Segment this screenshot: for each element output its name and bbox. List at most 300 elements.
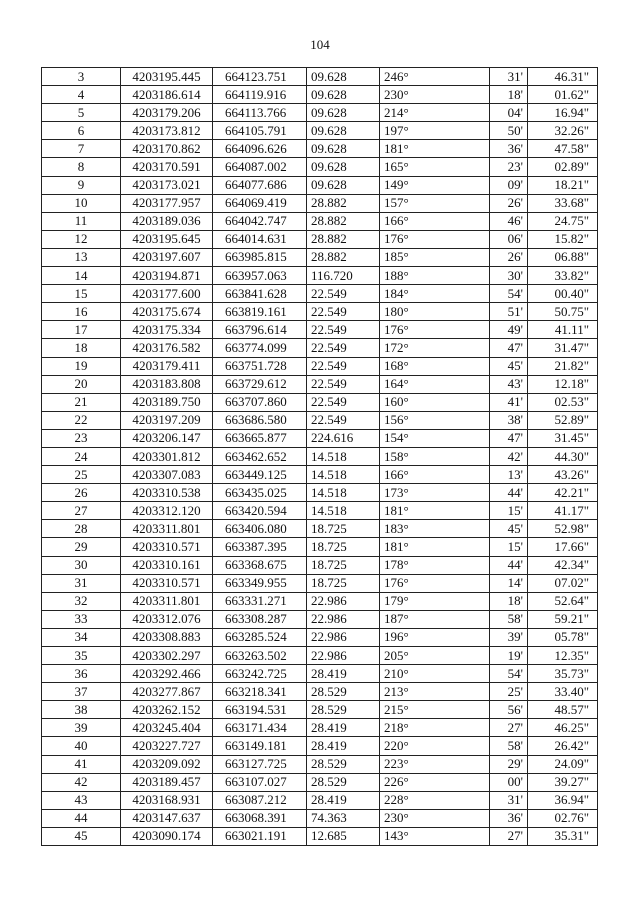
x-coordinate-cell: 4203179.411 bbox=[121, 357, 213, 375]
length-cell: 28.882 bbox=[307, 212, 380, 230]
y-coordinate-cell: 663707.860 bbox=[213, 393, 307, 411]
point-number-cell: 8 bbox=[42, 158, 121, 176]
table-row bbox=[42, 68, 598, 86]
angle-minutes-cell: 47' bbox=[490, 429, 528, 447]
x-coordinate-cell: 4203262.152 bbox=[121, 701, 213, 719]
angle-degrees-cell: 213° bbox=[380, 683, 490, 701]
angle-seconds-cell: 43.26" bbox=[528, 466, 598, 484]
table-row bbox=[42, 86, 598, 104]
angle-degrees-cell: 214° bbox=[380, 104, 490, 122]
angle-degrees-cell: 178° bbox=[380, 556, 490, 574]
y-coordinate-cell: 663462.652 bbox=[213, 447, 307, 465]
y-coordinate-cell: 663149.181 bbox=[213, 737, 307, 755]
x-coordinate-cell: 4203311.801 bbox=[121, 520, 213, 538]
point-number-cell: 34 bbox=[42, 628, 121, 646]
y-coordinate-cell: 664069.419 bbox=[213, 194, 307, 212]
length-cell: 28.882 bbox=[307, 230, 380, 248]
length-cell: 14.518 bbox=[307, 484, 380, 502]
length-cell: 224.616 bbox=[307, 429, 380, 447]
table-row bbox=[42, 592, 598, 610]
x-coordinate-cell: 4203179.206 bbox=[121, 104, 213, 122]
angle-seconds-cell: 21.82" bbox=[528, 357, 598, 375]
x-coordinate-cell: 4203312.076 bbox=[121, 610, 213, 628]
angle-minutes-cell: 26' bbox=[490, 248, 528, 266]
angle-minutes-cell: 42' bbox=[490, 447, 528, 465]
angle-degrees-cell: 166° bbox=[380, 212, 490, 230]
point-number-cell: 35 bbox=[42, 647, 121, 665]
x-coordinate-cell: 4203227.727 bbox=[121, 737, 213, 755]
x-coordinate-cell: 4203168.931 bbox=[121, 791, 213, 809]
angle-seconds-cell: 59.21" bbox=[528, 610, 598, 628]
angle-minutes-cell: 13' bbox=[490, 466, 528, 484]
x-coordinate-cell: 4203308.883 bbox=[121, 628, 213, 646]
length-cell: 28.419 bbox=[307, 719, 380, 737]
length-cell: 09.628 bbox=[307, 104, 380, 122]
x-coordinate-cell: 4203173.812 bbox=[121, 122, 213, 140]
angle-minutes-cell: 38' bbox=[490, 411, 528, 429]
y-coordinate-cell: 664096.626 bbox=[213, 140, 307, 158]
length-cell: 28.882 bbox=[307, 248, 380, 266]
y-coordinate-cell: 664119.916 bbox=[213, 86, 307, 104]
x-coordinate-cell: 4203194.871 bbox=[121, 267, 213, 285]
point-number-cell: 45 bbox=[42, 827, 121, 845]
length-cell: 14.518 bbox=[307, 447, 380, 465]
point-number-cell: 28 bbox=[42, 520, 121, 538]
y-coordinate-cell: 663285.524 bbox=[213, 628, 307, 646]
angle-seconds-cell: 41.11" bbox=[528, 321, 598, 339]
angle-degrees-cell: 172° bbox=[380, 339, 490, 357]
table-row bbox=[42, 574, 598, 592]
x-coordinate-cell: 4203209.092 bbox=[121, 755, 213, 773]
table-row bbox=[42, 212, 598, 230]
angle-seconds-cell: 24.09" bbox=[528, 755, 598, 773]
table-row bbox=[42, 230, 598, 248]
table-row bbox=[42, 538, 598, 556]
length-cell: 22.986 bbox=[307, 592, 380, 610]
length-cell: 12.685 bbox=[307, 827, 380, 845]
y-coordinate-cell: 663729.612 bbox=[213, 375, 307, 393]
angle-degrees-cell: 196° bbox=[380, 628, 490, 646]
point-number-cell: 9 bbox=[42, 176, 121, 194]
coordinates-table bbox=[41, 67, 598, 846]
table-row bbox=[42, 375, 598, 393]
angle-minutes-cell: 58' bbox=[490, 737, 528, 755]
angle-seconds-cell: 50.75" bbox=[528, 303, 598, 321]
angle-degrees-cell: 168° bbox=[380, 357, 490, 375]
point-number-cell: 11 bbox=[42, 212, 121, 230]
y-coordinate-cell: 663127.725 bbox=[213, 755, 307, 773]
point-number-cell: 15 bbox=[42, 285, 121, 303]
length-cell: 22.549 bbox=[307, 357, 380, 375]
point-number-cell: 30 bbox=[42, 556, 121, 574]
y-coordinate-cell: 664077.686 bbox=[213, 176, 307, 194]
x-coordinate-cell: 4203310.571 bbox=[121, 574, 213, 592]
angle-degrees-cell: 165° bbox=[380, 158, 490, 176]
table-row bbox=[42, 357, 598, 375]
length-cell: 22.549 bbox=[307, 339, 380, 357]
y-coordinate-cell: 663263.502 bbox=[213, 647, 307, 665]
angle-minutes-cell: 23' bbox=[490, 158, 528, 176]
coordinates-table-body bbox=[42, 68, 598, 846]
length-cell: 22.549 bbox=[307, 321, 380, 339]
length-cell: 28.529 bbox=[307, 683, 380, 701]
angle-degrees-cell: 154° bbox=[380, 429, 490, 447]
angle-degrees-cell: 230° bbox=[380, 809, 490, 827]
length-cell: 14.518 bbox=[307, 502, 380, 520]
x-coordinate-cell: 4203310.538 bbox=[121, 484, 213, 502]
length-cell: 22.549 bbox=[307, 411, 380, 429]
point-number-cell: 42 bbox=[42, 773, 121, 791]
angle-degrees-cell: 183° bbox=[380, 520, 490, 538]
angle-degrees-cell: 223° bbox=[380, 755, 490, 773]
angle-seconds-cell: 39.27" bbox=[528, 773, 598, 791]
angle-seconds-cell: 33.68" bbox=[528, 194, 598, 212]
y-coordinate-cell: 664105.791 bbox=[213, 122, 307, 140]
table-row bbox=[42, 610, 598, 628]
table-row bbox=[42, 429, 598, 447]
length-cell: 28.529 bbox=[307, 773, 380, 791]
point-number-cell: 39 bbox=[42, 719, 121, 737]
angle-minutes-cell: 43' bbox=[490, 375, 528, 393]
point-number-cell: 29 bbox=[42, 538, 121, 556]
angle-degrees-cell: 246° bbox=[380, 68, 490, 86]
angle-degrees-cell: 185° bbox=[380, 248, 490, 266]
angle-minutes-cell: 58' bbox=[490, 610, 528, 628]
angle-degrees-cell: 230° bbox=[380, 86, 490, 104]
x-coordinate-cell: 4203189.750 bbox=[121, 393, 213, 411]
point-number-cell: 38 bbox=[42, 701, 121, 719]
y-coordinate-cell: 663331.271 bbox=[213, 592, 307, 610]
page-number: 104 bbox=[310, 37, 330, 52]
angle-degrees-cell: 143° bbox=[380, 827, 490, 845]
x-coordinate-cell: 4203206.147 bbox=[121, 429, 213, 447]
angle-minutes-cell: 51' bbox=[490, 303, 528, 321]
angle-degrees-cell: 164° bbox=[380, 375, 490, 393]
x-coordinate-cell: 4203195.645 bbox=[121, 230, 213, 248]
angle-minutes-cell: 49' bbox=[490, 321, 528, 339]
length-cell: 18.725 bbox=[307, 574, 380, 592]
x-coordinate-cell: 4203177.600 bbox=[121, 285, 213, 303]
x-coordinate-cell: 4203312.120 bbox=[121, 502, 213, 520]
angle-degrees-cell: 180° bbox=[380, 303, 490, 321]
angle-degrees-cell: 158° bbox=[380, 447, 490, 465]
angle-seconds-cell: 42.21" bbox=[528, 484, 598, 502]
y-coordinate-cell: 664113.766 bbox=[213, 104, 307, 122]
x-coordinate-cell: 4203307.083 bbox=[121, 466, 213, 484]
angle-seconds-cell: 02.53" bbox=[528, 393, 598, 411]
angle-degrees-cell: 215° bbox=[380, 701, 490, 719]
table-row bbox=[42, 647, 598, 665]
point-number-cell: 25 bbox=[42, 466, 121, 484]
length-cell: 22.986 bbox=[307, 647, 380, 665]
y-coordinate-cell: 663796.614 bbox=[213, 321, 307, 339]
angle-degrees-cell: 166° bbox=[380, 466, 490, 484]
length-cell: 74.363 bbox=[307, 809, 380, 827]
point-number-cell: 4 bbox=[42, 86, 121, 104]
length-cell: 09.628 bbox=[307, 86, 380, 104]
y-coordinate-cell: 663368.675 bbox=[213, 556, 307, 574]
angle-minutes-cell: 46' bbox=[490, 212, 528, 230]
length-cell: 28.529 bbox=[307, 701, 380, 719]
x-coordinate-cell: 4203186.614 bbox=[121, 86, 213, 104]
x-coordinate-cell: 4203147.637 bbox=[121, 809, 213, 827]
angle-seconds-cell: 00.40" bbox=[528, 285, 598, 303]
point-number-cell: 3 bbox=[42, 68, 121, 86]
angle-seconds-cell: 06.88" bbox=[528, 248, 598, 266]
angle-seconds-cell: 52.64" bbox=[528, 592, 598, 610]
x-coordinate-cell: 4203245.404 bbox=[121, 719, 213, 737]
angle-minutes-cell: 36' bbox=[490, 809, 528, 827]
x-coordinate-cell: 4203310.161 bbox=[121, 556, 213, 574]
point-number-cell: 16 bbox=[42, 303, 121, 321]
angle-degrees-cell: 205° bbox=[380, 647, 490, 665]
table-row bbox=[42, 665, 598, 683]
angle-seconds-cell: 35.73" bbox=[528, 665, 598, 683]
angle-minutes-cell: 54' bbox=[490, 665, 528, 683]
point-number-cell: 40 bbox=[42, 737, 121, 755]
angle-minutes-cell: 36' bbox=[490, 140, 528, 158]
length-cell: 116.720 bbox=[307, 267, 380, 285]
angle-degrees-cell: 184° bbox=[380, 285, 490, 303]
point-number-cell: 43 bbox=[42, 791, 121, 809]
y-coordinate-cell: 664123.751 bbox=[213, 68, 307, 86]
angle-seconds-cell: 01.62" bbox=[528, 86, 598, 104]
angle-degrees-cell: 187° bbox=[380, 610, 490, 628]
angle-degrees-cell: 181° bbox=[380, 140, 490, 158]
angle-minutes-cell: 09' bbox=[490, 176, 528, 194]
length-cell: 18.725 bbox=[307, 520, 380, 538]
table-row bbox=[42, 683, 598, 701]
angle-degrees-cell: 160° bbox=[380, 393, 490, 411]
point-number-cell: 18 bbox=[42, 339, 121, 357]
angle-degrees-cell: 181° bbox=[380, 538, 490, 556]
length-cell: 18.725 bbox=[307, 556, 380, 574]
y-coordinate-cell: 663068.391 bbox=[213, 809, 307, 827]
point-number-cell: 7 bbox=[42, 140, 121, 158]
angle-degrees-cell: 176° bbox=[380, 230, 490, 248]
length-cell: 28.419 bbox=[307, 791, 380, 809]
y-coordinate-cell: 664087.002 bbox=[213, 158, 307, 176]
angle-degrees-cell: 181° bbox=[380, 502, 490, 520]
x-coordinate-cell: 4203189.036 bbox=[121, 212, 213, 230]
length-cell: 22.549 bbox=[307, 393, 380, 411]
point-number-cell: 13 bbox=[42, 248, 121, 266]
x-coordinate-cell: 4203302.297 bbox=[121, 647, 213, 665]
x-coordinate-cell: 4203310.571 bbox=[121, 538, 213, 556]
angle-seconds-cell: 26.42" bbox=[528, 737, 598, 755]
y-coordinate-cell: 663387.395 bbox=[213, 538, 307, 556]
angle-degrees-cell: 197° bbox=[380, 122, 490, 140]
table-row bbox=[42, 122, 598, 140]
point-number-cell: 27 bbox=[42, 502, 121, 520]
table-row bbox=[42, 466, 598, 484]
angle-minutes-cell: 14' bbox=[490, 574, 528, 592]
y-coordinate-cell: 663985.815 bbox=[213, 248, 307, 266]
angle-seconds-cell: 24.75" bbox=[528, 212, 598, 230]
length-cell: 28.419 bbox=[307, 737, 380, 755]
angle-minutes-cell: 50' bbox=[490, 122, 528, 140]
table-row bbox=[42, 556, 598, 574]
x-coordinate-cell: 4203173.021 bbox=[121, 176, 213, 194]
length-cell: 09.628 bbox=[307, 68, 380, 86]
angle-minutes-cell: 44' bbox=[490, 556, 528, 574]
length-cell: 28.529 bbox=[307, 755, 380, 773]
length-cell: 22.986 bbox=[307, 628, 380, 646]
table-row bbox=[42, 140, 598, 158]
x-coordinate-cell: 4203170.591 bbox=[121, 158, 213, 176]
x-coordinate-cell: 4203175.334 bbox=[121, 321, 213, 339]
angle-minutes-cell: 31' bbox=[490, 68, 528, 86]
point-number-cell: 33 bbox=[42, 610, 121, 628]
x-coordinate-cell: 4203183.808 bbox=[121, 375, 213, 393]
angle-seconds-cell: 12.18" bbox=[528, 375, 598, 393]
table-row bbox=[42, 447, 598, 465]
x-coordinate-cell: 4203301.812 bbox=[121, 447, 213, 465]
y-coordinate-cell: 663087.212 bbox=[213, 791, 307, 809]
y-coordinate-cell: 663686.580 bbox=[213, 411, 307, 429]
angle-minutes-cell: 54' bbox=[490, 285, 528, 303]
angle-seconds-cell: 35.31" bbox=[528, 827, 598, 845]
table-row bbox=[42, 321, 598, 339]
point-number-cell: 36 bbox=[42, 665, 121, 683]
table-row bbox=[42, 502, 598, 520]
y-coordinate-cell: 663308.287 bbox=[213, 610, 307, 628]
point-number-cell: 14 bbox=[42, 267, 121, 285]
angle-minutes-cell: 26' bbox=[490, 194, 528, 212]
angle-seconds-cell: 18.21" bbox=[528, 176, 598, 194]
angle-seconds-cell: 42.34" bbox=[528, 556, 598, 574]
table-row bbox=[42, 303, 598, 321]
point-number-cell: 17 bbox=[42, 321, 121, 339]
point-number-cell: 44 bbox=[42, 809, 121, 827]
table-row bbox=[42, 755, 598, 773]
length-cell: 22.549 bbox=[307, 303, 380, 321]
y-coordinate-cell: 663449.125 bbox=[213, 466, 307, 484]
angle-seconds-cell: 16.94" bbox=[528, 104, 598, 122]
y-coordinate-cell: 663194.531 bbox=[213, 701, 307, 719]
x-coordinate-cell: 4203197.209 bbox=[121, 411, 213, 429]
point-number-cell: 31 bbox=[42, 574, 121, 592]
y-coordinate-cell: 663406.080 bbox=[213, 520, 307, 538]
angle-minutes-cell: 15' bbox=[490, 502, 528, 520]
table-row bbox=[42, 158, 598, 176]
x-coordinate-cell: 4203170.862 bbox=[121, 140, 213, 158]
table-row bbox=[42, 809, 598, 827]
angle-degrees-cell: 188° bbox=[380, 267, 490, 285]
length-cell: 28.882 bbox=[307, 194, 380, 212]
y-coordinate-cell: 664014.631 bbox=[213, 230, 307, 248]
angle-minutes-cell: 04' bbox=[490, 104, 528, 122]
point-number-cell: 23 bbox=[42, 429, 121, 447]
angle-minutes-cell: 27' bbox=[490, 719, 528, 737]
table-row bbox=[42, 393, 598, 411]
angle-degrees-cell: 156° bbox=[380, 411, 490, 429]
angle-degrees-cell: 218° bbox=[380, 719, 490, 737]
y-coordinate-cell: 663435.025 bbox=[213, 484, 307, 502]
angle-minutes-cell: 39' bbox=[490, 628, 528, 646]
point-number-cell: 12 bbox=[42, 230, 121, 248]
table-row bbox=[42, 248, 598, 266]
table-row bbox=[42, 827, 598, 845]
y-coordinate-cell: 663751.728 bbox=[213, 357, 307, 375]
angle-minutes-cell: 47' bbox=[490, 339, 528, 357]
table-row bbox=[42, 484, 598, 502]
table-row bbox=[42, 791, 598, 809]
angle-seconds-cell: 46.31" bbox=[528, 68, 598, 86]
angle-minutes-cell: 15' bbox=[490, 538, 528, 556]
point-number-cell: 21 bbox=[42, 393, 121, 411]
angle-seconds-cell: 41.17" bbox=[528, 502, 598, 520]
length-cell: 09.628 bbox=[307, 158, 380, 176]
table-row bbox=[42, 104, 598, 122]
table-row bbox=[42, 176, 598, 194]
angle-seconds-cell: 32.26" bbox=[528, 122, 598, 140]
x-coordinate-cell: 4203090.174 bbox=[121, 827, 213, 845]
table-row bbox=[42, 339, 598, 357]
y-coordinate-cell: 663774.099 bbox=[213, 339, 307, 357]
angle-minutes-cell: 00' bbox=[490, 773, 528, 791]
point-number-cell: 37 bbox=[42, 683, 121, 701]
x-coordinate-cell: 4203189.457 bbox=[121, 773, 213, 791]
angle-degrees-cell: 149° bbox=[380, 176, 490, 194]
length-cell: 09.628 bbox=[307, 122, 380, 140]
angle-minutes-cell: 29' bbox=[490, 755, 528, 773]
angle-seconds-cell: 33.40" bbox=[528, 683, 598, 701]
table-row bbox=[42, 628, 598, 646]
point-number-cell: 41 bbox=[42, 755, 121, 773]
angle-degrees-cell: 210° bbox=[380, 665, 490, 683]
y-coordinate-cell: 663957.063 bbox=[213, 267, 307, 285]
angle-minutes-cell: 56' bbox=[490, 701, 528, 719]
length-cell: 22.549 bbox=[307, 285, 380, 303]
table-row bbox=[42, 701, 598, 719]
angle-minutes-cell: 44' bbox=[490, 484, 528, 502]
point-number-cell: 32 bbox=[42, 592, 121, 610]
table-row bbox=[42, 773, 598, 791]
y-coordinate-cell: 663107.027 bbox=[213, 773, 307, 791]
y-coordinate-cell: 663171.434 bbox=[213, 719, 307, 737]
y-coordinate-cell: 664042.747 bbox=[213, 212, 307, 230]
angle-seconds-cell: 36.94" bbox=[528, 791, 598, 809]
angle-seconds-cell: 12.35" bbox=[528, 647, 598, 665]
angle-minutes-cell: 27' bbox=[490, 827, 528, 845]
x-coordinate-cell: 4203195.445 bbox=[121, 68, 213, 86]
angle-seconds-cell: 05.78" bbox=[528, 628, 598, 646]
x-coordinate-cell: 4203176.582 bbox=[121, 339, 213, 357]
point-number-cell: 22 bbox=[42, 411, 121, 429]
angle-degrees-cell: 173° bbox=[380, 484, 490, 502]
length-cell: 14.518 bbox=[307, 466, 380, 484]
angle-degrees-cell: 176° bbox=[380, 574, 490, 592]
angle-degrees-cell: 179° bbox=[380, 592, 490, 610]
angle-seconds-cell: 47.58" bbox=[528, 140, 598, 158]
angle-seconds-cell: 52.98" bbox=[528, 520, 598, 538]
angle-minutes-cell: 30' bbox=[490, 267, 528, 285]
angle-seconds-cell: 48.57" bbox=[528, 701, 598, 719]
angle-minutes-cell: 18' bbox=[490, 592, 528, 610]
y-coordinate-cell: 663665.877 bbox=[213, 429, 307, 447]
x-coordinate-cell: 4203177.957 bbox=[121, 194, 213, 212]
table-row bbox=[42, 194, 598, 212]
angle-minutes-cell: 18' bbox=[490, 86, 528, 104]
angle-seconds-cell: 44.30" bbox=[528, 447, 598, 465]
point-number-cell: 6 bbox=[42, 122, 121, 140]
angle-seconds-cell: 07.02" bbox=[528, 574, 598, 592]
angle-seconds-cell: 33.82" bbox=[528, 267, 598, 285]
table-row bbox=[42, 520, 598, 538]
x-coordinate-cell: 4203197.607 bbox=[121, 248, 213, 266]
angle-degrees-cell: 176° bbox=[380, 321, 490, 339]
